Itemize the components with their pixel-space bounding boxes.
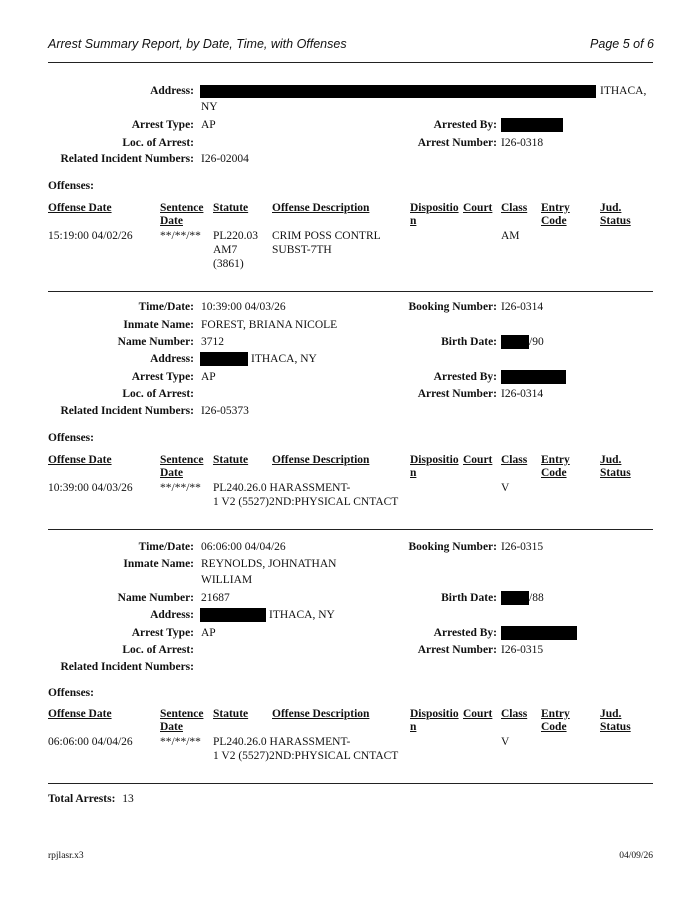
birth-date-label: Birth Date: bbox=[441, 336, 497, 348]
address-label: Address: bbox=[150, 353, 194, 365]
time-date-value: 10:39:00 04/03/26 bbox=[201, 301, 286, 313]
col-disposition-2: n bbox=[410, 721, 417, 733]
arrest-number-label: Arrest Number: bbox=[417, 644, 497, 656]
offense-description-2: SUBST-7TH bbox=[272, 244, 332, 256]
col-description: Offense Description bbox=[272, 202, 370, 214]
arrest-type-value: AP bbox=[201, 371, 216, 383]
booking-number-label: Booking Number: bbox=[408, 541, 497, 553]
time-date-label: Time/Date: bbox=[138, 541, 194, 553]
booking-number-label: Booking Number: bbox=[408, 301, 497, 313]
related-incident-value: I26-05373 bbox=[201, 405, 249, 417]
col-jud-status: Status bbox=[600, 721, 631, 733]
statute-3: (3861) bbox=[213, 258, 244, 270]
col-sentence: Sentence bbox=[160, 454, 204, 466]
redacted-officer bbox=[501, 118, 563, 132]
col-description: Offense Description bbox=[272, 454, 370, 466]
booking-number-value: I26-0315 bbox=[501, 541, 544, 553]
offense-date: 10:39:00 04/03/26 bbox=[48, 482, 133, 494]
inmate-name-value: FOREST, BRIANA NICOLE bbox=[201, 319, 338, 331]
statute-description-2: 1 V2 (5527)2ND:PHYSICAL CNTACT bbox=[213, 496, 399, 508]
loc-of-arrest-label: Loc. of Arrest: bbox=[122, 644, 194, 656]
col-statute: Statute bbox=[213, 708, 249, 720]
col-sentence: Sentence bbox=[160, 202, 204, 214]
col-disposition-2: n bbox=[410, 215, 417, 227]
col-sentence-date: Date bbox=[160, 721, 183, 733]
col-entry: Entry bbox=[541, 202, 570, 214]
total-arrests-label: Total Arrests: bbox=[48, 793, 116, 805]
arrest-number-value: I26-0314 bbox=[501, 388, 544, 400]
inmate-name-label: Inmate Name: bbox=[123, 558, 194, 570]
col-entry-code: Code bbox=[541, 467, 567, 479]
col-sentence-date: Date bbox=[160, 215, 183, 227]
col-jud: Jud. bbox=[600, 202, 622, 214]
col-statute: Statute bbox=[213, 454, 249, 466]
col-sentence-date: Date bbox=[160, 467, 183, 479]
col-sentence: Sentence bbox=[160, 708, 204, 720]
loc-of-arrest-label: Loc. of Arrest: bbox=[122, 137, 194, 149]
arrest-number-value: I26-0318 bbox=[501, 137, 544, 149]
offense-class: AM bbox=[501, 230, 520, 242]
birth-date-year: /90 bbox=[529, 336, 544, 348]
statute-2: AM7 bbox=[213, 244, 238, 256]
sentence-date: **/**/** bbox=[160, 482, 201, 494]
col-class: Class bbox=[501, 708, 528, 720]
arrested-by-label: Arrested By: bbox=[433, 371, 497, 383]
arrest-type-label: Arrest Type: bbox=[131, 119, 194, 131]
arrest-number-label: Arrest Number: bbox=[417, 137, 497, 149]
arrested-by-label: Arrested By: bbox=[433, 119, 497, 131]
col-entry: Entry bbox=[541, 454, 570, 466]
col-jud: Jud. bbox=[600, 708, 622, 720]
offense-class: V bbox=[501, 482, 510, 494]
col-jud: Jud. bbox=[600, 454, 622, 466]
sentence-date: **/**/** bbox=[160, 230, 201, 242]
arrest-type-value: AP bbox=[201, 627, 216, 639]
arrest-number-value: I26-0315 bbox=[501, 644, 544, 656]
statute-description: PL240.26.0 HARASSMENT- bbox=[213, 736, 351, 748]
booking-number-value: I26-0314 bbox=[501, 301, 544, 313]
time-date-label: Time/Date: bbox=[138, 301, 194, 313]
col-description: Offense Description bbox=[272, 708, 370, 720]
name-number-label: Name Number: bbox=[117, 592, 194, 604]
col-class: Class bbox=[501, 202, 528, 214]
redacted-address bbox=[200, 608, 266, 622]
col-court: Court bbox=[463, 454, 493, 466]
related-incident-value: I26-02004 bbox=[201, 153, 249, 165]
report-header bbox=[48, 37, 654, 51]
col-offense-date: Offense Date bbox=[48, 454, 112, 466]
address-label: Address: bbox=[150, 85, 194, 97]
loc-of-arrest-label: Loc. of Arrest: bbox=[122, 388, 194, 400]
redacted-officer bbox=[501, 626, 577, 640]
arrest-type-label: Arrest Type: bbox=[131, 371, 194, 383]
redacted-birth-date bbox=[501, 591, 529, 605]
address-city: ITHACA, bbox=[600, 85, 647, 97]
header-rule bbox=[48, 62, 653, 63]
col-entry-code: Code bbox=[541, 215, 567, 227]
report-title: Arrest Summary Report, by Date, Time, with Offenses bbox=[48, 37, 347, 51]
birth-date-year: /88 bbox=[529, 592, 544, 604]
arrest-type-value: AP bbox=[201, 119, 216, 131]
col-disposition-2: n bbox=[410, 467, 417, 479]
related-incident-label: Related Incident Numbers: bbox=[60, 405, 194, 417]
arrest-number-label: Arrest Number: bbox=[417, 388, 497, 400]
col-offense-date: Offense Date bbox=[48, 708, 112, 720]
statute-description: PL240.26.0 HARASSMENT- bbox=[213, 482, 351, 494]
address-label: Address: bbox=[150, 609, 194, 621]
inmate-name-label: Inmate Name: bbox=[123, 319, 194, 331]
address-city: ITHACA, NY bbox=[251, 353, 317, 365]
col-disposition: Dispositio bbox=[410, 454, 459, 466]
footer-report-id: rpjlasr.x3 bbox=[48, 851, 84, 861]
col-entry-code: Code bbox=[541, 721, 567, 733]
arrest-type-label: Arrest Type: bbox=[131, 627, 194, 639]
statute-description-2: 1 V2 (5527)2ND:PHYSICAL CNTACT bbox=[213, 750, 399, 762]
arrested-by-label: Arrested By: bbox=[433, 627, 497, 639]
page-number: Page 5 of 6 bbox=[590, 37, 654, 51]
offenses-heading: Offenses: bbox=[48, 432, 94, 444]
redacted-birth-date bbox=[501, 335, 529, 349]
redacted-address bbox=[200, 85, 596, 98]
related-incident-label: Related Incident Numbers: bbox=[60, 153, 194, 165]
offenses-heading: Offenses: bbox=[48, 687, 94, 699]
sentence-date: **/**/** bbox=[160, 736, 201, 748]
col-jud-status: Status bbox=[600, 467, 631, 479]
total-arrests bbox=[48, 793, 134, 805]
statute: PL220.03 bbox=[213, 230, 259, 242]
col-jud-status: Status bbox=[600, 215, 631, 227]
offense-date: 15:19:00 04/02/26 bbox=[48, 230, 133, 242]
record-divider bbox=[48, 783, 653, 784]
redacted-address bbox=[200, 352, 248, 366]
address-city: ITHACA, NY bbox=[269, 609, 335, 621]
offense-description: CRIM POSS CONTRL bbox=[272, 230, 381, 242]
name-number-value: 21687 bbox=[201, 592, 230, 604]
offense-date: 06:06:00 04/04/26 bbox=[48, 736, 133, 748]
name-number-value: 3712 bbox=[201, 336, 224, 348]
offenses-heading: Offenses: bbox=[48, 180, 94, 192]
col-court: Court bbox=[463, 202, 493, 214]
col-disposition: Dispositio bbox=[410, 708, 459, 720]
col-class: Class bbox=[501, 454, 528, 466]
footer-print-date: 04/09/26 bbox=[619, 851, 653, 861]
record-divider bbox=[48, 291, 653, 292]
total-arrests-value: 13 bbox=[122, 793, 134, 805]
col-disposition: Dispositio bbox=[410, 202, 459, 214]
offense-class: V bbox=[501, 736, 510, 748]
time-date-value: 06:06:00 04/04/26 bbox=[201, 541, 286, 553]
col-court: Court bbox=[463, 708, 493, 720]
inmate-name-value: REYNOLDS, JOHNATHAN bbox=[201, 558, 337, 570]
related-incident-label: Related Incident Numbers: bbox=[60, 661, 194, 673]
record-divider bbox=[48, 529, 653, 530]
inmate-name-value-2: WILLIAM bbox=[201, 574, 253, 586]
col-statute: Statute bbox=[213, 202, 249, 214]
address-state: NY bbox=[201, 101, 218, 113]
birth-date-label: Birth Date: bbox=[441, 592, 497, 604]
col-offense-date: Offense Date bbox=[48, 202, 112, 214]
redacted-officer bbox=[501, 370, 566, 384]
name-number-label: Name Number: bbox=[117, 336, 194, 348]
col-entry: Entry bbox=[541, 708, 570, 720]
